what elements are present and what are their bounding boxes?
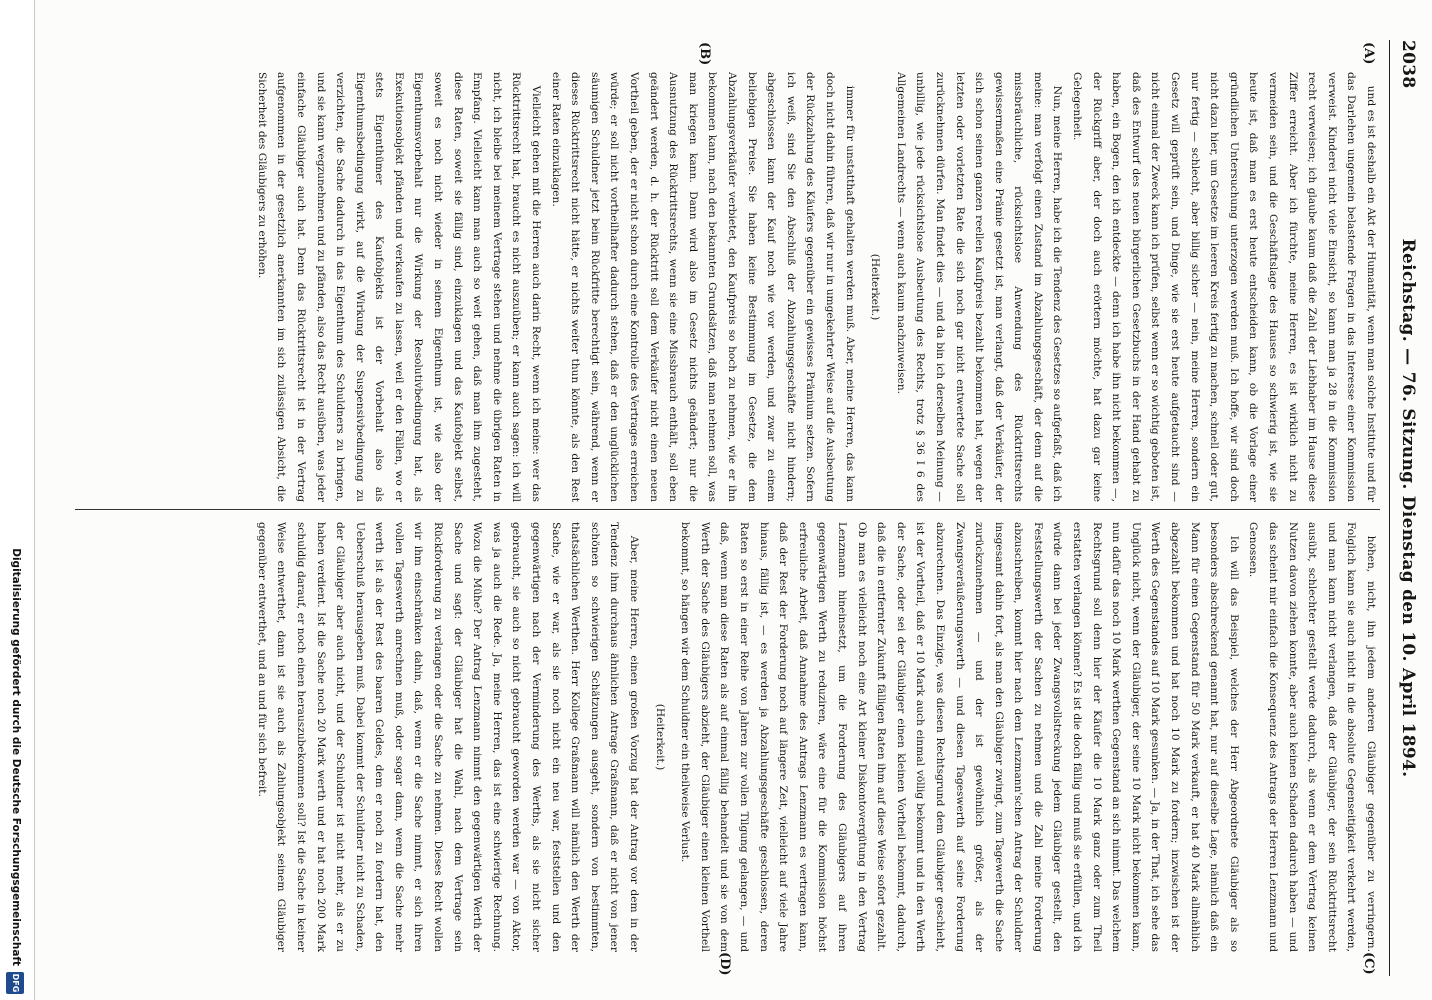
page-header xyxy=(1390,40,1420,976)
right-column xyxy=(75,522,1380,952)
digitization-footer xyxy=(0,0,35,1000)
paragraph: Nun, meine Herren, habe ich die Tendenz des Gesetzes so aufgefaßt, daß ich meine: man verfolgt einen Zustand im Abzahlungsgeschäft, der denn auf die missbräuchliche, rücksichtslose Anwendung des Rücktrittsrechts gewissermaßen eine Prämie gesetzt ist, man verlangt, daß der Verkäufer, der sich schon seinen ganzen reellen Kaufpreis bezahlt bekommen hat, wegen der letzten oder vorletzten Rate die sich noch gar nicht entwertete Sache soll zurücknehmen dürfen. Man findet dies — und da bin ich derselben Meinung — unbillig, wie jede rücksichtslose Ausbeutung des Rechts, trotz § 36 I 6 des Allgemeinen Landrechts — wenn auch kaum nachzuweisen. xyxy=(894,72,1064,502)
paragraph: Vielleicht gehen mit die Herren auch darin Recht, wenn ich meine: wer das Rücktrittsrecht hat, braucht es nicht auszuüben; er kann auch sagen: ich will nicht, ich bleibe bei meinem Vertrage stehen und nehme die übrigen Raten in Empfang. Vielleicht kann man auch so weit gehen, daß man ihm zugesteht, diese Raten, soweit sie fällig sind, einzuklagen und das Kaufobjekt selbst, soweit es noch nicht wieder in seinem Eigenthum ist, wie also der Eigenthumsvorbehalt nur die Wirkung der Resolutivbedingung hat, als Exekutionsobjekt pfänden und verkaufen zu lassen, weil er den Fällen, wo er stets Eigenthümer des Kaufobjekts ist der Vorbehalt also als Eigenthumsbedingung wirkt, auf die Wirkung der Suspensivbedingung zu verzichten, die Sache dadurch in das Eigenthum des Schuldners zu bringen, und sie kann wegzunehmen und zu pfänden, also das Recht ausüben, was jeder einfache Gläubiger auch hat. Denn das Rücktrittsrecht ist in der Vertrag aufgenommen in der gesetzlich anerkannten im sich zulässigen Absicht, die Sicherheit des Gläubigers zu erhöhen. xyxy=(255,72,543,502)
paragraph: immer für unstatthaft gehalten werden muß. Aber, meine Herren, das kann doch nicht dahin führen, daß wir nur in umgekehrter Weise auf die Ausbeutung der Rückzahlung des Käufers gegenüber ein gewisses Prämium setzen. Sofern ich weiß, sind Sie den Abschluß der Abzahlungsgeschäfte nicht hindern; abgeschlossen kann der Kauf noch wie vor werden, und zwar zu einem beliebigen Preise. Sie haben keine Bestimmung im Gesetze, die dem Abzahlungsverkäufer verbietet, den Kaufpreis so hoch zu nehmen, wie er ihn bekommen kann, nach den bekannten Grundsätzen, daß man nehmen soll, was man kriegen kann. Dann wird also im Gesetz nichts geändert; nur die Ausnutzung des Rücktrittsrechts, wenn sie eine Missbrauch enthält, soll eben geändert werden, d. h. der Rücktritt soll dem Verkäufer nicht einen neuen Vortheil geben, der er nicht schon durch eine Kontrolle des Vertrages erreichen würde; er soll nicht vortheilhafter dadurch stehen, daß er den unglücklichen säumigen Schuldner jetzt beim Rückfritte berechtigt sein, während, wenn er dieses Rücktrittsrecht nicht hätte, er nichts weiter thun könnte, als den Rest einer Raten einzuklagen. xyxy=(549,72,856,502)
laughter-note: (Heiterkeit.) xyxy=(653,703,666,771)
digitization-note: Digitalisierung gefördert durch die Deutsche Forschungsgemeinschaft xyxy=(10,548,22,966)
paragraph: Aber, meine Herren, einen großen Vorzug hat der Antrag vor dem in der Tendenz ihm durchaus ähnlichen Antrage Graßmann, daß er nicht von jener schönen so schwierigen Schätzungen ausgeht, sondern von bestimmten, thatsächlichen Werthen. Herr Kollege Graßmann will nämlich den Werth der Sache, wie er war, als sie noch nicht ein neu war, feststellen und den gegenwärtigen nach der Verminderung des Werths, als sie nicht sicher gebraucht, sie auch so nicht gebraucht geworden werden war — von Aktor, was ja auch die Rede. Ja, meine Herren, das ist eine schwierige Rechnung. Wozu die Mühe? Der Antrag Lenzmann nimmt den gegenwärtigen Werth der Sache und sagt: der Gläubiger hat die Wahl, nach dem Vertrage sein Rückforderung zu verlangen oder die Sache zu nehmen. Dieses Recht wollen wir ihm einschränken dahin, daß, wenn er die Sache nimmt, er sich ihren vollen Tageswerth anrechnen muß, oder sogar dann, wenn die Sache mehr werth ist als der Rest des baaren Geldes, dem er noch zu fordern hat, den Ueberschuß herausgeben muß. Dabei kommt der Schuldner nicht zu Schaden, der Gläubiger aber auch nicht, und der Schuldner ist nicht mehr, als er zu haben verdient. Ist die Sache noch 20 Mark werth und er hat noch 200 Mark schuldig darauf, er noch einen herauszubekommen soll? Ist die Sache in keiner Weise entwerthet, dann ist sie auch als Zahlungsobjekt seinem Gläubiger gegenüber entwerthet, und an und für sich befreit. xyxy=(255,522,641,952)
margin-letter-b: (B) xyxy=(697,42,712,66)
paragraph: Ich will das Beispiel, welches der Herr Abgeordnete Gläubiger als so besonders abschreckend genannt hat, nur auf dieselbe Lage, nämlich daß ein Mann für einen Gegenstand für 50 Mark verkauft, er hat 40 Mark allmählich abgezahlt bekommen und hat noch 10 Mark zu fordern; inzwischen ist der Werth des Gegenstandes auf 10 Mark gesunken. — Ja, in der That, ich sehe das Unglück nicht, wenn der Gläubiger, der seine 10 Mark nicht bekommen kann, nun dafür das noch 10 Mark werthen Gegenstand an sich nimmt. Das welchem Rechtsgrund soll denn hier der Käufer die 10 Mark ganz oder zum Theil erstatten verlangen können? Es ist die doch fällig und muß sie erfüllen, und ich würde dann bei jeder Zwangsvollstreckung jedem Gläubiger gestellt, den Feststellungswerth der Sachen zu nehmen und die Zahl meine Forderung abzuschreiben, kommt hier nach dem Lenzmann'schen Antrag der Schuldner insgesamt dahin fort, als man den Gläubiger zwingt, zum Tagewerth die Sache zurückzunehmen — und der ist gewöhnlich größer, als der Zwangsveräußerungswerth — und diesen Tageswerth auf seine Forderung abzurechnen. Das Einzige, was diesen Rechtsgrund dem Gläubiger geschieht, ist der Vortheil, daß er 10 Mark auch einmal völlig bekommt und in den Werth der Sache, oder sei der Gläubiger einen kleinen Vortheil bekommt, dadurch, daß die in entfernter Zukunft fälligen Raten ihm auf diese Weise sofort gezahlt. Ob man es vielleicht noch eine Art kleiner Diskontovergütung in den Vertrag Lenzmann hineinsetzt, um die Forderung des Gläubigers auf ihren gegenwärtigen Werth zu reduziren, wäre eine für die Kommission höchst erfreuliche Arbeit, daß Annahme des Antrags Lenzmann es vertragen kann, daß der Rest der Forderung noch auf längere Zeit, vielleicht auf viele Jahre hinaus, fällig ist, — es werden ja Abzahlungsgeschäfte geschlossen, deren Raten so erst in einer Reihe von Jahren zur vollen Tilgung gelangen, — und daß, wenn man diese Raten als auf einmal fällig behandelt und sie von dem Werth der Sache des Gläubigers abzieht, der Gläubiger einen kleinen Vortheil bekommt, so hängen wir dem Schuldner ein theilweise Verlust. xyxy=(679,522,1240,952)
margin-letter-a: (A) xyxy=(1361,42,1376,65)
paragraph: höhen, nicht, ihn jedem anderen Gläubiger gegenüber zu verringern. Folglich kann sie auch nicht in die absolute Gegenseitigkeit verkehrt werden, und man kann nicht verlangen, daß der Gläubiger, der sein Rücktrittsrecht ausübt, schlechter gestellt werde dadurch, als wenn er dem Vertrag keinen Nutzen davon ziehen konnte, aber auch keinen Schaden dadurch haben — und das scheint mir einfach die Konsequenz des Antrags der Herren Lenzmann und Genossen. xyxy=(1247,522,1377,952)
header-title: Reichstag. — 76. Sitzung. Dienstag den 10. April 1894. xyxy=(1398,238,1418,778)
margin-letter-d: (D) xyxy=(717,952,732,976)
column-divider xyxy=(75,509,1380,510)
paragraph: und es ist deshalb ein Akt der Humanität, wenn man solche Institute und für das Darlehen ungemein belastende Fragen in das Interesse einer Kommission verweist. Kinderei nicht viele Einsicht, so kann man ja 28 in die Kommission recht verweisen; ich glaube kaum daß die Zahl der Liebhaber im Hause diese Ziffer erreicht. Aber ich fürchte, meine Herren, es ist wirklich nicht zu vermeiden sein, und die Geschäftslage des Hauses so schwierig ist, wie sie heute ist, daß man es erst heute entscheiden kann, ob die Vorlage einer gründlichen Untersuchung unterzogen werden muß. Ich hoffe, wir sind doch nicht dazu hier, um Gesetze im leeren Kreis fertig zu machen, schnell oder gut, nur fertig — schlecht, aber billig sicher — nein, meine Herren, sondern ein Gesetz will geprüft sein, und Dinge, wie sie erst heute aufgetaucht sind — nicht einmal der Zweck kann ich prüfen, selbst wenn er so wichtig geboten ist, daß des Entwurf des neuen bürgerlichen Gesetzbuchs in der Hand gehabt zu haben, ein Bogen, den ich entdeckte — denn ich habe ihn nicht bekommen —, der Rückgriff aber, der doch auch erörtern möchte, hat dazu gar keine Gelegenheit. xyxy=(1071,72,1377,502)
dfg-logo: DFG xyxy=(6,972,24,994)
margin-letter-c: (C) xyxy=(1361,952,1376,975)
page-number: 2038 xyxy=(1398,40,1418,89)
left-column xyxy=(75,72,1380,502)
header-rule xyxy=(1389,40,1390,976)
laughter-note: (Heiterkeit.) xyxy=(869,253,882,321)
